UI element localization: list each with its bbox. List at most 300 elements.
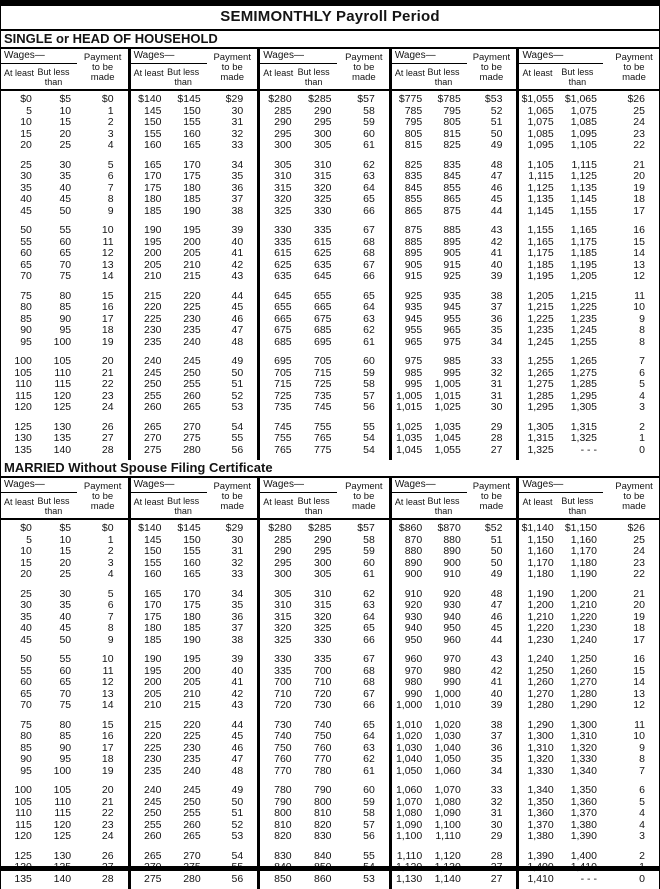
cell-at-least: 1,080 — [395, 807, 423, 819]
cell-payment: 28 — [490, 432, 503, 444]
wages-header-label: Wages— — [522, 50, 564, 61]
cell-payment: 66 — [363, 270, 375, 282]
cell-payment: 1 — [107, 533, 114, 546]
cell-payment: 62 — [363, 587, 375, 600]
cell-at-least: 275 — [143, 872, 162, 885]
table-row — [392, 206, 517, 218]
cell-at-least: $0 — [20, 93, 32, 105]
cell-at-least: 170 — [143, 599, 162, 611]
cell-but-less-than: 860 — [313, 872, 332, 885]
cell-but-less-than: 1,035 — [434, 420, 461, 433]
cell-at-least: 295 — [274, 127, 292, 140]
cell-at-least: 1,090 — [395, 818, 423, 831]
cell-but-less-than: 40 — [59, 610, 72, 623]
cell-but-less-than: $785 — [437, 93, 461, 105]
cell-payment: $57 — [357, 93, 375, 105]
cell-payment: 44 — [231, 289, 244, 302]
cell-at-least: 1,250 — [527, 664, 554, 677]
table-row — [392, 546, 517, 558]
cell-at-least: 290 — [274, 545, 292, 557]
table-row — [1, 171, 128, 183]
cell-at-least: 180 — [143, 622, 162, 634]
cell-payment: 41 — [490, 676, 503, 688]
cell-payment: 29 — [490, 420, 503, 433]
cell-payment: 22 — [101, 378, 114, 390]
cell-but-less-than: 685 — [313, 324, 332, 336]
cell-but-less-than: 150 — [183, 104, 201, 117]
cell-at-least: 75 — [20, 289, 32, 302]
cell-payment: 5 — [107, 158, 114, 171]
cell-payment: 49 — [490, 139, 503, 151]
cell-but-less-than: 85 — [59, 301, 72, 313]
cell-but-less-than: - - - — [580, 443, 597, 456]
cell-at-least: 175 — [143, 181, 162, 194]
cell-but-less-than: 120 — [53, 389, 72, 402]
cell-but-less-than: 15 — [59, 116, 72, 128]
cell-but-less-than: 775 — [313, 443, 332, 456]
table-row — [519, 546, 659, 558]
cell-payment: 54 — [363, 432, 375, 444]
cell-at-least: 1,155 — [527, 224, 554, 236]
cell-at-least: 705 — [274, 366, 292, 379]
cell-at-least: 810 — [274, 818, 292, 831]
cell-at-least: 1,260 — [527, 676, 554, 688]
cell-but-less-than: 1,060 — [434, 764, 461, 777]
table-row — [131, 433, 258, 445]
wages-header-rule — [260, 63, 337, 64]
cell-but-less-than: 810 — [313, 807, 332, 819]
cell-at-least: 990 — [404, 687, 423, 700]
cell-but-less-than: 1,325 — [570, 432, 597, 444]
cell-payment: 35 — [490, 753, 503, 765]
cell-at-least: 315 — [274, 610, 292, 623]
cell-but-less-than: 865 — [443, 193, 461, 205]
table-row — [519, 302, 659, 314]
cell-but-less-than: 40 — [59, 181, 72, 194]
table-row — [260, 731, 389, 743]
cell-at-least: $1,055 — [521, 93, 554, 105]
cell-payment: 10 — [633, 730, 645, 742]
cell-but-less-than: 1,210 — [570, 599, 597, 611]
cell-but-less-than: 205 — [183, 676, 201, 688]
cell-at-least: 885 — [404, 235, 423, 248]
cell-payment: 18 — [101, 753, 114, 765]
at-least-header-label: At least — [522, 68, 553, 78]
cell-but-less-than: 920 — [443, 587, 461, 600]
cell-at-least: 320 — [274, 193, 292, 205]
cell-payment: 43 — [490, 224, 503, 236]
cell-but-less-than: 1,290 — [570, 699, 597, 711]
cell-but-less-than: 1,100 — [434, 818, 461, 831]
cell-but-less-than: 1,390 — [570, 830, 597, 842]
cell-payment: $0 — [101, 522, 114, 534]
section-single-head-of-household — [1, 31, 659, 460]
cell-payment: 19 — [101, 764, 114, 777]
cell-but-less-than: 1,040 — [434, 741, 461, 754]
cell-at-least: 5 — [26, 104, 32, 117]
cell-payment: 48 — [490, 158, 503, 171]
cell-at-least: 1,285 — [527, 389, 554, 402]
table-row — [131, 117, 258, 129]
cell-payment: 32 — [231, 127, 244, 140]
cell-at-least: 945 — [404, 312, 423, 325]
table-row — [131, 831, 258, 843]
table-row — [131, 171, 258, 183]
group-header — [519, 478, 659, 520]
cell-payment: 67 — [363, 258, 375, 271]
cell-at-least: 260 — [143, 830, 162, 842]
cell-at-least: 115 — [15, 389, 32, 402]
cell-payment: 66 — [363, 633, 375, 646]
cell-payment: 7 — [639, 764, 645, 777]
cell-at-least: 655 — [274, 301, 292, 313]
table-row — [260, 271, 389, 283]
cell-but-less-than: 910 — [443, 568, 461, 580]
cell-at-least: 330 — [274, 653, 292, 665]
cell-payment: 62 — [363, 753, 375, 765]
cell-at-least: 130 — [14, 432, 32, 444]
group-body — [1, 91, 128, 460]
table-row — [131, 140, 258, 152]
wage-bracket-group — [131, 478, 261, 889]
cell-at-least: 1,390 — [527, 849, 554, 862]
cell-but-less-than: $5 — [59, 93, 72, 105]
cell-at-least: 1,160 — [527, 545, 554, 557]
cell-but-less-than: 795 — [443, 104, 461, 117]
cell-payment: 52 — [231, 389, 244, 402]
cell-payment: 13 — [101, 687, 114, 700]
cell-payment: 68 — [363, 664, 375, 677]
cell-at-least: 890 — [404, 556, 423, 569]
cell-but-less-than: 245 — [183, 355, 201, 367]
cell-at-least: 95 — [20, 335, 32, 348]
cell-at-least: 685 — [274, 335, 292, 348]
table-row — [1, 831, 128, 843]
cell-at-least: 950 — [404, 633, 423, 646]
cell-payment: 35 — [490, 324, 503, 336]
cell-payment: 42 — [231, 687, 244, 700]
cell-but-less-than: 880 — [443, 533, 461, 546]
cell-but-less-than: 320 — [313, 181, 332, 194]
cell-but-less-than: 100 — [53, 764, 72, 777]
cell-payment: 23 — [633, 556, 645, 569]
cell-payment: 31 — [490, 807, 503, 819]
cell-but-less-than: 705 — [313, 355, 332, 367]
cell-at-least: 1,200 — [527, 599, 554, 611]
cell-payment: 28 — [490, 849, 503, 862]
cell-at-least: 155 — [143, 127, 162, 140]
cell-payment: 33 — [231, 568, 244, 580]
group-header — [260, 49, 389, 91]
cell-but-less-than: $1,065 — [564, 93, 597, 105]
table-row — [131, 731, 258, 743]
table-row — [131, 635, 258, 647]
table-row — [1, 117, 128, 129]
table-row — [260, 677, 389, 689]
cell-but-less-than: 1,055 — [434, 443, 461, 456]
cell-at-least: 80 — [20, 730, 32, 742]
cell-at-least: 195 — [143, 664, 162, 677]
cell-at-least: 745 — [274, 420, 292, 433]
cell-payment: 0 — [639, 443, 645, 456]
cell-payment: 2 — [107, 116, 114, 128]
cell-at-least: 1,065 — [527, 104, 554, 117]
cell-at-least: 260 — [143, 401, 162, 413]
cell-at-least: 135 — [14, 443, 32, 456]
cell-but-less-than: 235 — [183, 753, 201, 765]
table-row — [392, 194, 517, 206]
cell-at-least: 1,075 — [527, 116, 554, 128]
cell-but-less-than: 1,220 — [570, 610, 597, 623]
cell-at-least: 710 — [274, 687, 292, 700]
cell-but-less-than: 1,080 — [434, 795, 461, 808]
cell-but-less-than: 245 — [183, 784, 201, 796]
table-row — [1, 600, 128, 612]
table-row — [519, 433, 659, 445]
cell-at-least: 940 — [404, 622, 423, 634]
cell-but-less-than: 835 — [443, 158, 461, 171]
cell-at-least: 760 — [274, 753, 292, 765]
table-row — [392, 677, 517, 689]
cell-but-less-than: 855 — [443, 181, 461, 194]
cell-at-least: 755 — [274, 432, 292, 444]
cell-payment: 59 — [363, 366, 375, 379]
cell-at-least: 635 — [274, 270, 292, 282]
cell-payment: 63 — [363, 312, 375, 325]
cell-at-least: 285 — [274, 533, 292, 546]
table-row — [131, 874, 258, 886]
cell-payment: 40 — [231, 235, 244, 248]
cell-but-less-than: 615 — [313, 235, 332, 248]
cell-payment: 47 — [231, 753, 244, 765]
cell-at-least: 195 — [143, 235, 162, 248]
cell-at-least: 215 — [143, 289, 162, 302]
cell-at-least: 1,130 — [395, 872, 423, 885]
table-row — [392, 600, 517, 612]
cell-but-less-than: 1,295 — [570, 389, 597, 402]
cell-but-less-than: 1,015 — [434, 389, 461, 402]
cell-payment: 67 — [363, 687, 375, 700]
cell-payment: 47 — [490, 599, 503, 611]
cell-but-less-than: 1,075 — [570, 104, 597, 117]
cell-payment: 18 — [633, 622, 645, 634]
cell-payment: 50 — [231, 366, 244, 379]
cell-payment: 8 — [639, 324, 645, 336]
cell-but-less-than: 1,180 — [570, 556, 597, 569]
cell-at-least: 1,215 — [527, 301, 554, 313]
cell-payment: 20 — [633, 599, 645, 611]
cell-at-least: 325 — [274, 633, 292, 646]
cell-payment: 37 — [490, 730, 503, 742]
cell-at-least: 930 — [404, 610, 423, 623]
cell-payment: 24 — [633, 545, 645, 557]
cell-at-least: 1,050 — [395, 764, 423, 777]
cell-but-less-than: 815 — [443, 127, 461, 140]
cell-payment: 65 — [363, 718, 375, 731]
table-row — [1, 808, 128, 820]
cell-payment: 23 — [101, 818, 114, 831]
cell-payment: 29 — [490, 830, 503, 842]
cell-but-less-than: 790 — [313, 784, 332, 796]
cell-but-less-than: 1,155 — [570, 204, 597, 217]
payment-header-label: Payment to be made — [615, 481, 653, 512]
cell-at-least: 5 — [26, 533, 32, 546]
cell-at-least: $280 — [268, 93, 292, 105]
cell-at-least: 980 — [404, 676, 423, 688]
cell-payment: 48 — [231, 764, 244, 777]
cell-payment: 56 — [363, 830, 375, 842]
cell-but-less-than: 130 — [53, 420, 72, 433]
cell-payment: 14 — [633, 676, 645, 688]
cell-payment: 35 — [231, 599, 244, 611]
cell-payment: 66 — [363, 204, 375, 217]
cell-payment: 6 — [107, 599, 114, 611]
cell-but-less-than: 715 — [313, 366, 332, 379]
cell-at-least: 185 — [143, 204, 162, 217]
cell-payment: 48 — [231, 335, 244, 348]
cell-at-least: 1,210 — [527, 610, 554, 623]
cell-at-least: 220 — [143, 730, 162, 742]
cell-at-least: 1,135 — [527, 193, 554, 205]
cell-but-less-than: 95 — [59, 753, 72, 765]
cell-but-less-than: 115 — [54, 807, 72, 819]
group-header — [131, 478, 258, 520]
table-row — [392, 248, 517, 260]
cell-payment: $57 — [357, 522, 375, 534]
cell-at-least: 240 — [143, 784, 162, 796]
cell-payment: 1 — [639, 432, 645, 444]
table-row — [519, 623, 659, 635]
cell-payment: 36 — [231, 181, 244, 194]
table-row — [519, 206, 659, 218]
cell-payment: 13 — [101, 258, 114, 271]
cell-payment: 31 — [490, 378, 503, 390]
cell-but-less-than: 165 — [183, 139, 201, 151]
cell-but-less-than: 1,280 — [570, 687, 597, 700]
payment-header-label: Payment to be made — [83, 52, 122, 83]
cell-but-less-than: 800 — [313, 795, 332, 808]
cell-payment: 22 — [633, 568, 645, 580]
at-least-header-label: At least — [263, 68, 294, 78]
cell-payment: 10 — [101, 653, 114, 665]
cell-at-least: 200 — [143, 676, 162, 688]
table-row — [1, 785, 128, 797]
cell-at-least: 935 — [404, 301, 423, 313]
cell-but-less-than: 700 — [313, 664, 332, 677]
cell-at-least: 700 — [274, 676, 292, 688]
cell-at-least: 1,040 — [395, 753, 423, 765]
table-row — [392, 623, 517, 635]
cell-payment: 8 — [107, 622, 114, 634]
cell-but-less-than: 275 — [183, 432, 201, 444]
cell-at-least: 75 — [20, 718, 32, 731]
wages-header-rule — [131, 492, 207, 493]
cell-payment: 56 — [231, 443, 244, 456]
cell-payment: 27 — [490, 443, 503, 456]
cell-at-least: 645 — [274, 289, 292, 302]
cell-at-least: 290 — [274, 116, 292, 128]
cell-payment: 50 — [490, 556, 503, 569]
cell-at-least: 1,230 — [527, 633, 554, 646]
cell-at-least: 100 — [14, 784, 32, 796]
wage-bracket-group — [260, 478, 392, 889]
cell-payment: 14 — [101, 270, 114, 282]
cell-payment: 22 — [633, 139, 645, 151]
cell-payment: 38 — [490, 289, 503, 302]
cell-at-least: 55 — [20, 235, 32, 248]
cell-at-least: 1,000 — [395, 699, 423, 711]
cell-but-less-than: 15 — [59, 545, 72, 557]
cell-but-less-than: 1,215 — [570, 289, 597, 302]
cell-at-least: 895 — [404, 247, 423, 259]
at-least-header-label: At least — [394, 68, 425, 78]
cell-payment: 68 — [363, 235, 375, 248]
table-row — [392, 874, 517, 886]
table-row — [260, 445, 389, 457]
wages-header-rule — [131, 63, 207, 64]
cell-but-less-than: $870 — [437, 522, 461, 534]
table-row — [260, 654, 389, 666]
cell-payment: 58 — [363, 378, 375, 390]
cell-at-least: 60 — [20, 247, 32, 259]
cell-but-less-than: 250 — [183, 795, 201, 808]
cell-at-least: 1,060 — [395, 784, 423, 796]
table-row — [1, 379, 128, 391]
cell-payment: 17 — [633, 204, 645, 217]
cell-payment: 60 — [363, 355, 375, 367]
cell-payment: 57 — [363, 818, 375, 831]
cell-payment: 30 — [490, 818, 503, 831]
cell-at-least: 215 — [143, 718, 162, 731]
cell-but-less-than: 315 — [313, 170, 332, 182]
cell-payment: 19 — [633, 610, 645, 623]
payment-header-label: Payment to be made — [472, 481, 511, 512]
table-row — [131, 194, 258, 206]
table-row — [260, 302, 389, 314]
cell-payment: 53 — [231, 830, 244, 842]
cell-at-least: 255 — [143, 389, 162, 402]
cell-payment: 0 — [639, 872, 645, 885]
cell-at-least: 70 — [20, 699, 32, 711]
cell-but-less-than: 1,265 — [570, 355, 597, 367]
cell-but-less-than: 235 — [183, 324, 201, 336]
cell-at-least: 90 — [20, 753, 32, 765]
cell-but-less-than: 270 — [183, 420, 201, 433]
cell-payment: 46 — [490, 181, 503, 194]
group-body — [260, 91, 389, 460]
cell-payment: 37 — [231, 622, 244, 634]
cell-payment: 50 — [490, 545, 503, 557]
cell-payment: 6 — [639, 784, 645, 796]
cell-at-least: 750 — [274, 741, 292, 754]
cell-at-least: 120 — [14, 830, 32, 842]
cell-but-less-than: 305 — [313, 568, 332, 580]
cell-but-less-than: 310 — [313, 587, 332, 600]
wages-header-label: Wages— — [263, 50, 304, 61]
cell-at-least: 1,220 — [527, 622, 554, 634]
cell-but-less-than: 330 — [313, 633, 332, 646]
cell-but-less-than: 150 — [183, 533, 201, 546]
cell-but-less-than: 35 — [59, 170, 72, 182]
cell-but-less-than: $285 — [308, 522, 332, 534]
table-row — [519, 785, 659, 797]
cell-at-least: 1,380 — [527, 830, 554, 842]
table-row — [392, 433, 517, 445]
cell-but-less-than: 55 — [59, 224, 72, 236]
cell-at-least: 695 — [274, 355, 292, 367]
cell-payment: 5 — [107, 587, 114, 600]
cell-at-least: 115 — [15, 818, 32, 831]
